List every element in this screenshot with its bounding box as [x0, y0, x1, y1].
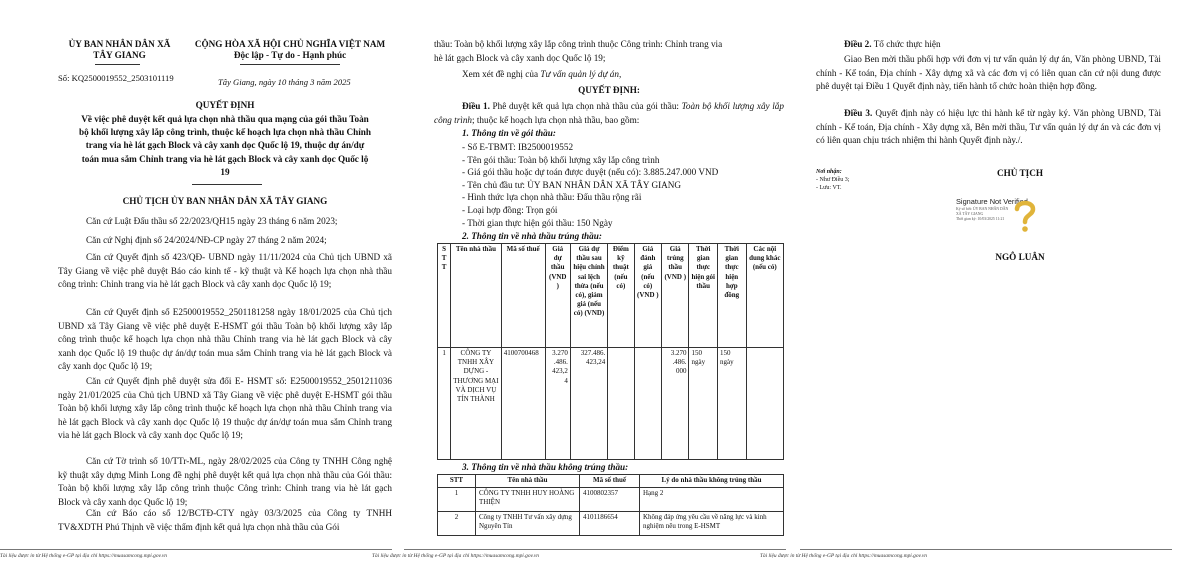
continued-line: thầu: Toàn bộ khối lượng xây lắp công trình thuộc Công trình: Chỉnh trang via	[434, 39, 723, 49]
article-2-title	[844, 38, 941, 52]
losing-bidder-table	[437, 474, 784, 536]
subject-line: 19	[220, 166, 230, 177]
subject-line: bộ khối lượng xây lắp công trình, thuộc kế hoạch lựa chọn nhà thầu Chỉnh	[78, 127, 372, 138]
table-header: STT	[438, 475, 476, 488]
footer-divider	[0, 549, 392, 550]
article-3-label: Điều 3.	[844, 108, 873, 118]
article-3	[816, 107, 1161, 148]
motto-underline	[240, 64, 340, 65]
table-cell: 150 ngày	[718, 348, 747, 460]
signature-detail: Ký số bởi: ỦY BAN NHÂN DÂN	[956, 207, 1009, 211]
table-cell: 150 ngày	[689, 348, 718, 460]
table-cell: 1	[438, 487, 476, 511]
basis-paragraph: Căn cứ Quyết định số E2500019552_2501181258 ngày 18/01/2025 của Chủ tịch UBND xã Tây Giang về việc phê duyệt E-HSMT gói thầu Toàn bộ khối lượng xây lắp công trình thuộc kế hoạch lựa chọn nhà thầu Chỉnh trang via hè lát gạch Block và cây xanh dọc Quốc lộ 19 thuộc dự án/dự toán mua sắm Chỉnh trang via hè lát gạch Block và cây xanh dọc Quốc lộ 19;	[58, 307, 392, 372]
subject-line: Về việc phê duyệt kết quả lựa chọn nhà thầu qua mạng của gói thầu Toàn	[81, 114, 369, 124]
document-date: Tây Giang, ngày 10 tháng 3 năm 2025	[218, 77, 351, 87]
agency-underline	[95, 64, 140, 65]
article-1-tail: ; thuộc kế hoạch lựa chọn nhà thầu, bao gồm:	[472, 114, 640, 125]
table-cell: CÔNG TY TNHH XÂY DỰNG - THƯƠNG MẠI VÀ DỊCH VỤ TÍN THÀNH	[451, 348, 502, 460]
package-info-list	[462, 141, 718, 229]
table-cell: 4100700468	[501, 348, 545, 460]
recipient-item: - Lưu: VT.	[816, 185, 842, 191]
basis-paragraph: Căn cứ Quyết định số 423/QĐ- UBND ngày 11/11/2024 của Chủ tịch UBND xã Tây Giang về việc phê duyệt Báo cáo kinh tế - kỹ thuật và Kế hoạch lựa chọn nhà thầu công trình: Chỉnh trang via hè lát gạch Block và cây xanh dọc Quốc lộ 19;	[58, 252, 392, 290]
signature-detail: XÃ TÂY GIANG	[956, 212, 984, 216]
article-2-heading: Tổ chức thực hiện	[871, 39, 941, 49]
agency-line-1: ỦY BAN NHÂN DÂN XÃ	[68, 39, 171, 49]
package-info-item: - Số E-TBMT: IB2500019552	[462, 142, 574, 152]
table-cell: Công ty TNHH Tư vấn xây dựng Nguyên Tín	[476, 511, 580, 535]
table-cell: 3.270 .486. 423,2 4	[545, 348, 570, 460]
table-header: Giá dự thầu sau hiệu chỉnh sai lệch thừa (nếu có), giảm giá (nếu có) (VND)	[570, 244, 607, 348]
package-name: Toàn bộ khối lượng xây lắp công trình	[434, 101, 784, 125]
section-3-heading: 3. Thông tin về nhà thầu không trúng thầu:	[462, 462, 629, 472]
table-cell: Không đáp ứng yêu cầu về năng lực và kinh nghiệm nêu trong E-HSMT	[640, 511, 784, 535]
table-cell	[746, 348, 783, 460]
table-header: Thời gian thực hiện gói thầu	[689, 244, 718, 348]
subject-line: toán mua sắm Chỉnh trang via hè lát gạch Block và cây xanh dọc Quốc lộ	[81, 153, 369, 164]
table-header: Giá trúng thầu (VND )	[662, 244, 689, 348]
proposal-line	[462, 68, 621, 82]
signer-title: CHỦ TỊCH	[996, 168, 1044, 178]
package-info-item: - Loại hợp đồng: Trọn gói	[462, 204, 558, 215]
table-header: Lý do nhà thầu không trúng thầu	[640, 475, 784, 488]
article-3-text: Quyết định này có hiệu lực thi hành kể từ ngày ký. Văn phòng UBND, Tài chính - Kế toán, Địa chính - Xây dựng xã, Bên mời thầu, Tư vấn quản lý dự án và các đơn vị có liên quan chịu trách nhiệm thi hành Quyết định này./.	[816, 108, 1161, 146]
page-footer: Tài liệu được in từ Hệ thống e-GP tại địa chỉ https://muasamcong.mpi.gov.vn	[372, 553, 539, 559]
table-row	[438, 487, 784, 511]
republic-header	[190, 38, 390, 62]
signature-detail: Thời gian ký: 10/03/2025 11:21	[956, 217, 1005, 221]
table-cell: 327.486. 423,24	[570, 348, 607, 460]
article-1-label: Điều 1.	[462, 101, 490, 111]
article-1-text: Phê duyệt kết quả lựa chọn nhà thầu của gói thầu:	[489, 101, 682, 111]
table-cell: Hạng 2	[640, 487, 784, 511]
table-cell: 4100802357	[580, 487, 640, 511]
basis-paragraph: Căn cứ Báo cáo số 12/BCTĐ-CTY ngày 03/3/2025 của Công ty TNHH TV&XDTH Phú Thịnh về việc thẩm định kết quả lựa chọn nhà thầu của Gói	[58, 508, 392, 532]
article-1	[434, 100, 784, 127]
footer-divider	[404, 549, 786, 550]
basis-paragraph: Căn cứ Tờ trình số 10/TTr-ML, ngày 28/02/2025 của Công ty TNHH Công nghệ kỹ thuật xây dựng Minh Long đề nghị phê duyệt kết quả lựa chọn nhà thầu của Gói thầu: Toàn bộ khối lượng xây lắp công trình thuộc Công trình: Chỉnh trang via hè lát gạch Block và cây xanh dọc Quốc lộ 19;	[58, 456, 392, 507]
table-header: Tên nhà thầu	[451, 244, 502, 348]
basis-paragraph: Căn cứ Nghị định số 24/2024/NĐ-CP ngày 27 tháng 2 năm 2024;	[86, 235, 327, 245]
chairman-heading: CHỦ TỊCH ỦY BAN NHÂN DÂN XÃ TÂY GIANG	[122, 196, 328, 206]
package-info-item: - Tên chủ đầu tư: ỦY BAN NHÂN DÂN XÃ TÂY GIANG	[462, 179, 682, 190]
package-info-item: - Hình thức lựa chọn nhà thầu: Đấu thầu rộng rãi	[462, 192, 642, 203]
footer-divider	[800, 549, 1172, 550]
decision-title: QUYẾT ĐỊNH	[195, 100, 255, 110]
decision-subject	[58, 113, 392, 179]
document-page-1	[0, 0, 392, 578]
table-header: Tên nhà thầu	[476, 475, 580, 488]
continued-line: hè lát gạch Block và cây xanh dọc Quốc lộ 19;	[434, 52, 606, 63]
table-header: Mã số thuế	[501, 244, 545, 348]
subject-underline	[192, 184, 262, 185]
table-cell: 3.270 .486. 000	[662, 348, 689, 460]
republic-name: CỘNG HÒA XÃ HỘI CHỦ NGHĨA VIỆT NAM	[194, 39, 386, 49]
table-header: Giá đánh giá (nếu có) (VND )	[634, 244, 661, 348]
table-cell: 2	[438, 511, 476, 535]
table-cell: 4101186654	[580, 511, 640, 535]
package-info-item: - Giá gói thầu hoặc dự toán được duyệt (nếu có): 3.885.247.000 VND	[462, 167, 719, 178]
table-row	[438, 348, 784, 460]
package-info-item: - Tên gói thầu: Toàn bộ khối lượng xây lắp công trình	[462, 154, 660, 165]
document-page-2	[372, 0, 786, 578]
article-2-body: Giao Ben mời thầu phối hợp với đơn vị tư vấn quản lý dự án, Văn phòng UBND, Tài chính - Kế toán, Địa chính - Xây dựng xã và các đơn vị có liên quan căn cứ nội dung được phê duyệt tại Điều 1 Quyết định này, tiến hành tổ chức hoàn thiện hợp đồng.	[816, 54, 1161, 92]
proposal-prefix: Xem xét đề nghị của	[462, 69, 541, 79]
package-info-item: - Thời gian thực hiện gói thầu: 150 Ngày	[462, 217, 613, 228]
table-header-row	[438, 475, 784, 488]
table-header-row	[438, 244, 784, 348]
page-footer: Tài liệu được in từ Hệ thống e-GP tại địa chỉ https://muasamcong.mpi.gov.vn	[760, 553, 927, 559]
proposal-source: Tư vấn quản lý dự án,	[540, 69, 622, 79]
basis-paragraph: Căn cứ Quyết định phê duyệt sửa đổi E- HSMT số: E2500019552_2501211036 ngày 21/01/2025 của Chủ tịch UBND xã Tây Giang về việc phê duyệt E-HSMT gói thầu Toàn bộ khối lượng xây lắp công trình thuộc kế hoạch lựa chọn nhà thầu Chỉnh trang via hè lát gạch Block và cây xanh dọc Quốc lộ 19 thuộc dự án/dự toán mua sắm Chỉnh trang via hè lát gạch Block và cây xanh dọc Quốc lộ 19;	[58, 376, 392, 441]
subject-line: trang via hè lát gạch Block và cây xanh dọc Quốc lộ 19, thuộc dự án/dự	[85, 140, 365, 151]
document-number: Số: KQ2500019552_2503101119	[58, 73, 174, 83]
table-header: Thời gian thực hiện hợp đồng	[718, 244, 747, 348]
signer-name: NGÔ LUÂN	[995, 252, 1045, 262]
agency-line-2: TÂY GIANG	[93, 49, 146, 60]
agency-name	[52, 38, 187, 62]
digital-signature-stamp	[956, 197, 1076, 222]
table-header: Điểm kỹ thuật (nếu có)	[608, 244, 634, 348]
table-header: Mã số thuế	[580, 475, 640, 488]
recipients-label: Nơi nhận:	[816, 169, 842, 175]
recipients-block	[816, 168, 849, 192]
question-mark-icon	[1010, 197, 1040, 233]
national-motto: Độc lập - Tự do - Hạnh phúc	[233, 49, 347, 60]
table-header: Các nội dung khác (nếu có)	[746, 244, 783, 348]
decision-heading: QUYẾT ĐỊNH:	[578, 85, 640, 95]
winning-bidder-table	[437, 243, 784, 460]
table-cell: 1	[438, 348, 451, 460]
table-header: S T T	[438, 244, 451, 348]
continued-text	[434, 38, 784, 65]
table-cell: CÔNG TY TNHH HUY HOÀNG THIỆN	[476, 487, 580, 511]
signature-status: Signature Not Verified	[956, 197, 1028, 206]
article-2-label: Điều 2.	[844, 39, 872, 49]
table-cell	[634, 348, 661, 460]
section-1-heading: 1. Thông tin về gói thầu:	[462, 128, 556, 138]
recipient-item: - Như Điều 3;	[816, 177, 850, 183]
section-2-heading: 2. Thông tin về nhà thầu trúng thầu:	[462, 231, 602, 241]
table-cell	[608, 348, 634, 460]
basis-paragraph: Căn cứ Luật Đấu thầu số 22/2023/QH15 ngày 23 tháng 6 năm 2023;	[86, 216, 338, 226]
page-footer: Tài liệu được in từ Hệ thống e-GP tại địa chỉ https://muasamcong.mpi.gov.vn	[0, 553, 167, 559]
table-header: Giá dự thầu (VND )	[545, 244, 570, 348]
table-row	[438, 511, 784, 535]
